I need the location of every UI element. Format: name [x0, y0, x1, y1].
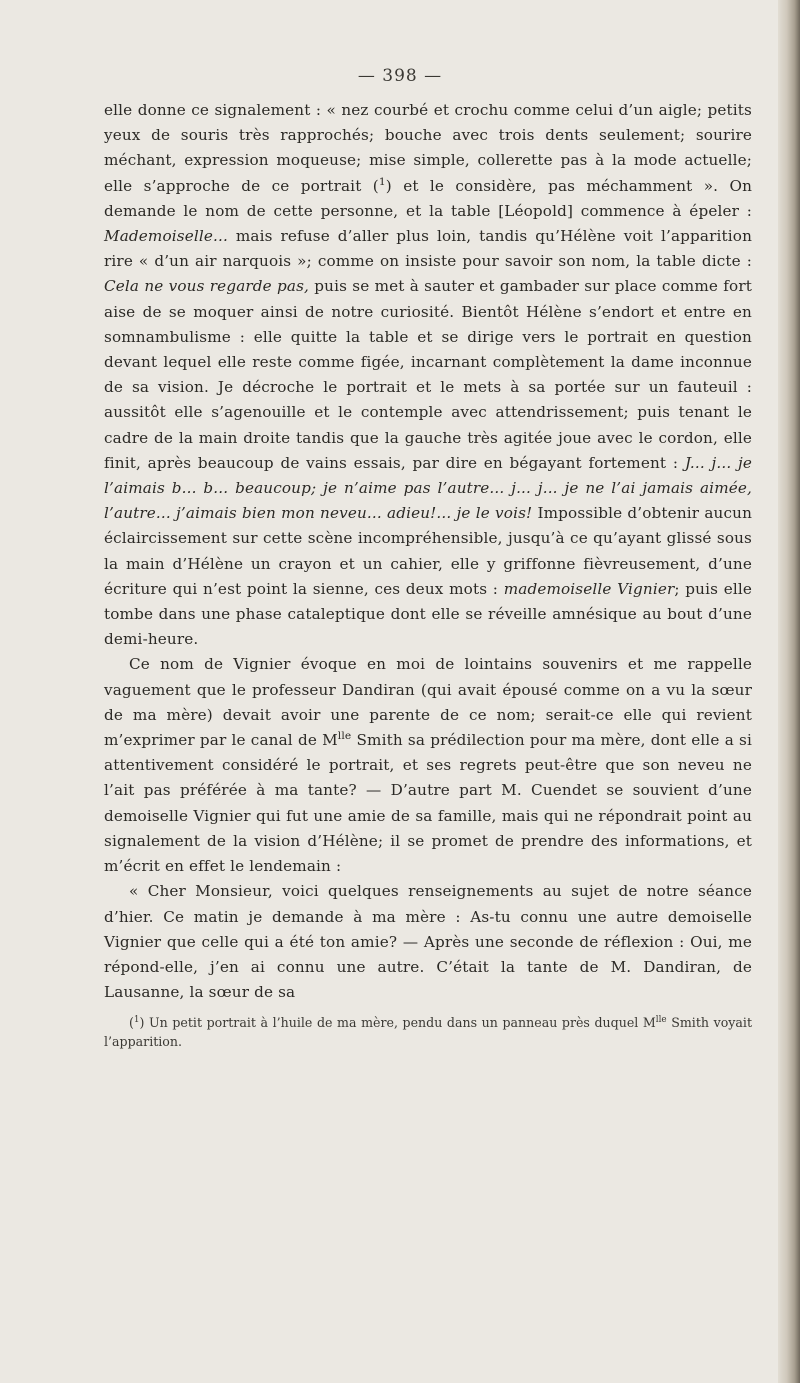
footnote-text-run: lle	[655, 1014, 667, 1025]
paragraph-text-run: mademoiselle Vignier	[503, 579, 675, 598]
paragraph-text-run: lle	[337, 729, 352, 743]
paragraph-3	[104, 879, 752, 1005]
footnote-1	[104, 1013, 752, 1051]
paragraph-text-run: ; puis elle tombe dans une phase cataleptique dont elle se réveille amnésique au bout d’une demi-heure.	[104, 579, 752, 649]
footnote-text-run: ) Un petit portrait à l’huile de ma mère, pendu dans un panneau près duquel M	[139, 1015, 656, 1030]
paragraph-text-run: Ce nom de Vignier évoque en moi de lointains souvenirs et me rappelle vaguement que le professeur Dandiran (qui avait épousé comme on a vu la sœur de ma mère) devait avoir une parente de ce nom; serait-ce elle qui revient m’exprimer par le canal de M	[104, 655, 752, 750]
footnote-text-run: 1	[133, 1014, 140, 1025]
paragraph-2	[104, 652, 752, 879]
paragraph-text-run: ) et le considère, pas méchamment ». On demande le nom de cette personne, et la table [Léopold] commence à épeler :	[104, 176, 752, 220]
body-text	[104, 98, 752, 1005]
paragraph-text-run: Cela ne vous regarde pas,	[104, 277, 310, 296]
paragraph-text-run: mais refuse d’aller plus loin, tandis qu’Hélène voit l’apparition rire « d’un air narquois »; comme on insiste pour savoir son nom, la table dicte :	[104, 227, 752, 271]
paragraph-text-run: 1	[378, 174, 386, 188]
paragraph-text-run: puis se met à sauter et gambader sur place comme fort aise de se moquer ainsi de notre curiosité. Bientôt Hélène s’endort et entre en somnambulisme : elle quitte la table et se dirige vers le portrait en question devant lequel elle reste comme figée, incarnant complètement la dame inconnue de sa vision. Je décroche le portrait et le mets à sa portée sur un fauteuil : aussitôt elle s’agenouille et le contemple avec attendrissement; puis tenant le cadre de la main droite tandis que la gauche très agitée joue avec le cordon, elle finit, après beaucoup de vains essais, par dire en bégayant fortement :	[104, 277, 753, 472]
page-edge-shadow	[778, 0, 800, 1383]
paragraph-text-run: Mademoiselle...	[104, 227, 228, 246]
page-number: — 398 —	[357, 66, 443, 86]
footnote-text-run: Smith voyait l’apparition.	[104, 1015, 753, 1049]
paragraph-text-run: J... j... je l’aimais b... b... beaucoup; je n’aime pas l’autre... j... j... je ne l’ai jamais aimée, l’autre... j’aimais bien mon neveu... adieu!... je le vois!	[104, 453, 752, 523]
paragraph-text-run: elle donne ce signalement : « nez courbé et crochu comme celui d’un aigle; petits yeux de souris très rapprochés; bouche avec trois dents seulement; sourire méchant, expression moqueuse; mise simple, collerette pas à la mode actuelle; elle s’approche de ce portrait (	[104, 101, 752, 195]
paragraph-text-run: Smith sa prédilection pour ma mère, dont elle a si attentivement considéré le portrait, et ses regrets peut-être que son neveu ne l’ait pas préférée à ma tante? — D’autre part M. Cuendet se souvient d’une demoiselle Vignier qui fut une amie de sa famille, mais qui ne répondrait point au signalement de la vision d’Hélène; il se promet de prendre des informations, et m’écrit en effet le lendemain :	[104, 731, 752, 876]
paragraph-text-run: « Cher Monsieur, voici quelques renseignements au sujet de notre séance d’hier. Ce matin je demande à ma mère : As-tu connu une autre demoiselle Vignier que celle qui a été ton amie? — Après une seconde de réflexion : Oui, me répond-elle, j’en ai connu une autre. C’était la tante de M. Dandiran, de Lausanne, la sœur de sa	[104, 882, 752, 1002]
footnotes	[104, 1013, 752, 1051]
paragraph-1	[104, 98, 752, 652]
paragraph-text-run: Impossible d’obtenir aucun éclaircissement sur cette scène incompréhensible, jusqu’à ce qu’ayant glissé sous la main d’Hélène un crayon et un cahier, elle y griffonne fièvreusement, d’une écriture qui n’est point la sienne, ces deux mots :	[104, 504, 753, 598]
footnote-text-run: (	[129, 1015, 134, 1030]
